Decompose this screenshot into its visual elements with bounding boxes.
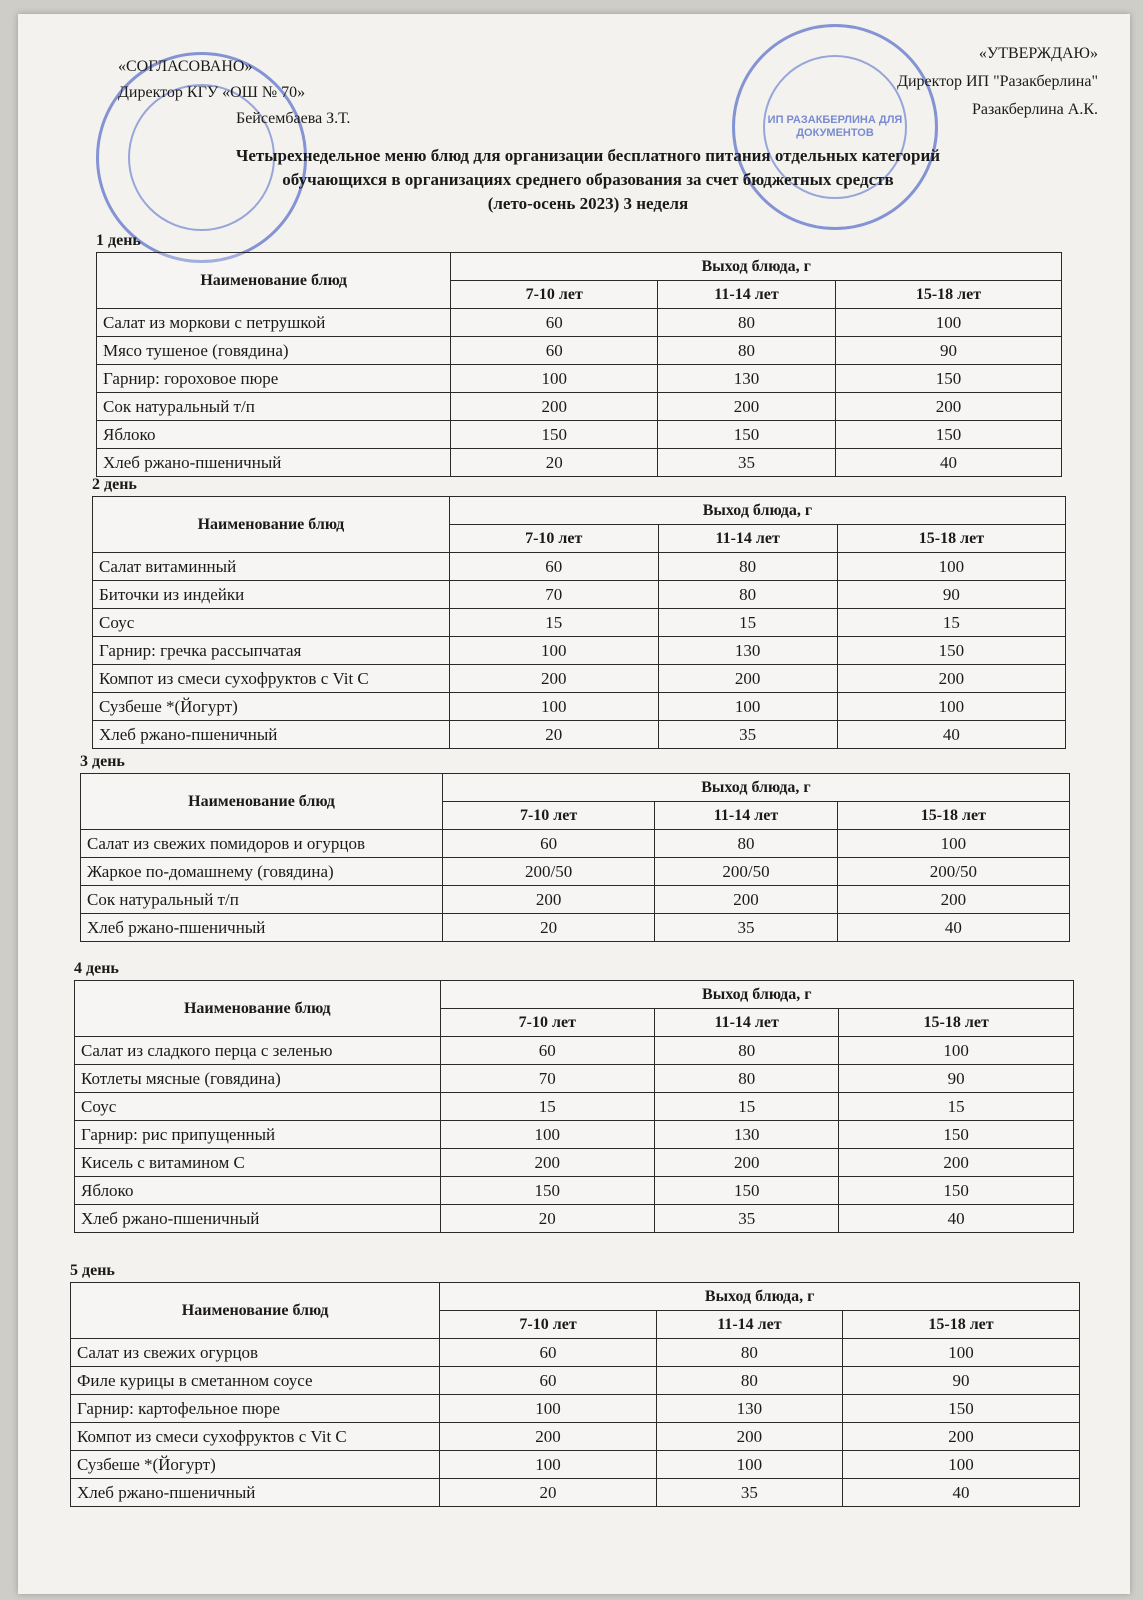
portion-cell: 80 (655, 1065, 839, 1093)
header-dish-name: Наименование блюд (75, 981, 441, 1037)
portion-cell: 200 (449, 665, 658, 693)
portion-cell: 200 (839, 1149, 1074, 1177)
portion-cell: 15 (440, 1093, 655, 1121)
table-row (93, 637, 1066, 665)
table-row (97, 309, 1062, 337)
table-row (81, 830, 1070, 858)
dish-name-cell: Салат из сладкого перца с зеленью (75, 1037, 441, 1065)
menu-table (74, 980, 1074, 1233)
portion-cell: 200 (655, 1149, 839, 1177)
header-age2: 11-14 лет (655, 802, 837, 830)
portion-cell: 100 (449, 637, 658, 665)
table-row (81, 858, 1070, 886)
dish-name-cell: Хлеб ржано-пшеничный (71, 1479, 440, 1507)
portion-cell: 200 (837, 665, 1065, 693)
portion-cell: 90 (842, 1367, 1079, 1395)
portion-cell: 70 (440, 1065, 655, 1093)
header-dish-name: Наименование блюд (97, 253, 451, 309)
portion-cell: 150 (655, 1177, 839, 1205)
portion-cell: 60 (449, 553, 658, 581)
portion-cell: 80 (656, 1367, 842, 1395)
document-page (18, 14, 1130, 1594)
document-title (118, 144, 1058, 216)
header-output: Выход блюда, г (442, 774, 1069, 802)
portion-cell: 150 (440, 1177, 655, 1205)
portion-cell: 100 (440, 1451, 657, 1479)
portion-cell: 200 (451, 393, 658, 421)
portion-cell: 20 (440, 1479, 657, 1507)
table-row (97, 365, 1062, 393)
portion-cell: 40 (842, 1479, 1079, 1507)
table-row (93, 553, 1066, 581)
portion-cell: 200 (842, 1423, 1079, 1451)
portion-cell: 150 (835, 365, 1061, 393)
portion-cell: 15 (449, 609, 658, 637)
table-row (75, 1065, 1074, 1093)
portion-cell: 80 (658, 337, 836, 365)
menu-table (96, 252, 1062, 477)
portion-cell: 15 (658, 609, 837, 637)
portion-cell: 130 (658, 637, 837, 665)
header-dish-name: Наименование блюд (71, 1283, 440, 1339)
portion-cell: 20 (440, 1205, 655, 1233)
table-row (93, 693, 1066, 721)
title-line-3: (лето-осень 2023) 3 неделя (487, 194, 689, 213)
portion-cell: 80 (658, 309, 836, 337)
header-output: Выход блюда, г (451, 253, 1062, 281)
portion-cell: 200 (440, 1149, 655, 1177)
portion-cell: 80 (656, 1339, 842, 1367)
dish-name-cell: Биточки из индейки (93, 581, 450, 609)
dish-name-cell: Хлеб ржано-пшеничный (97, 449, 451, 477)
portion-cell: 200 (655, 886, 837, 914)
table-row (97, 421, 1062, 449)
header-dish-name: Наименование блюд (81, 774, 443, 830)
approval-right-signatory: Разакберлина А.К. (971, 101, 1098, 118)
portion-cell: 150 (842, 1395, 1079, 1423)
dish-name-cell: Филе курицы в сметанном соусе (71, 1367, 440, 1395)
dish-name-cell: Гарнир: гороховое пюре (97, 365, 451, 393)
dish-name-cell: Гарнир: картофельное пюре (71, 1395, 440, 1423)
portion-cell: 60 (442, 830, 654, 858)
portion-cell: 90 (835, 337, 1061, 365)
dish-name-cell: Соус (93, 609, 450, 637)
menu-table (80, 773, 1070, 942)
dish-name-cell: Компот из смеси сухофруктов с Vit C (93, 665, 450, 693)
portion-cell: 200 (658, 393, 836, 421)
header-age1: 7-10 лет (440, 1311, 657, 1339)
table-row (71, 1395, 1080, 1423)
table-row (75, 1205, 1074, 1233)
portion-cell: 20 (442, 914, 654, 942)
portion-cell: 90 (839, 1065, 1074, 1093)
portion-cell: 150 (451, 421, 658, 449)
day-label: 4 день (74, 960, 119, 977)
portion-cell: 100 (837, 693, 1065, 721)
dish-name-cell: Салат из моркови с петрушкой (97, 309, 451, 337)
portion-cell: 35 (656, 1479, 842, 1507)
dish-name-cell: Салат из свежих помидоров и огурцов (81, 830, 443, 858)
portion-cell: 60 (451, 309, 658, 337)
portion-cell: 200/50 (655, 858, 837, 886)
dish-name-cell: Жаркое по-домашнему (говядина) (81, 858, 443, 886)
portion-cell: 100 (835, 309, 1061, 337)
portion-cell: 150 (839, 1121, 1074, 1149)
approval-block-left (118, 54, 350, 132)
approval-left-heading: «СОГЛАСОВАНО» (118, 58, 253, 75)
portion-cell: 15 (837, 609, 1065, 637)
dish-name-cell: Яблоко (97, 421, 451, 449)
portion-cell: 130 (655, 1121, 839, 1149)
portion-cell: 40 (837, 721, 1065, 749)
dish-name-cell: Гарнир: гречка рассыпчатая (93, 637, 450, 665)
header-age3: 15-18 лет (842, 1311, 1079, 1339)
menu-table (92, 496, 1066, 749)
portion-cell: 100 (842, 1339, 1079, 1367)
table-row (93, 721, 1066, 749)
header-age1: 7-10 лет (442, 802, 654, 830)
dish-name-cell: Гарнир: рис припущенный (75, 1121, 441, 1149)
portion-cell: 100 (440, 1121, 655, 1149)
portion-cell: 15 (839, 1093, 1074, 1121)
table-row (71, 1367, 1080, 1395)
portion-cell: 200 (835, 393, 1061, 421)
portion-cell: 20 (449, 721, 658, 749)
approval-block-right (778, 40, 1098, 124)
table-row (71, 1451, 1080, 1479)
portion-cell: 200 (658, 665, 837, 693)
portion-cell: 150 (658, 421, 836, 449)
portion-cell: 200 (440, 1423, 657, 1451)
header-age3: 15-18 лет (839, 1009, 1074, 1037)
header-output: Выход блюда, г (449, 497, 1065, 525)
header-age3: 15-18 лет (837, 802, 1069, 830)
portion-cell: 90 (837, 581, 1065, 609)
dish-name-cell: Хлеб ржано-пшеничный (75, 1205, 441, 1233)
dish-name-cell: Сузбеше *(Йогурт) (71, 1451, 440, 1479)
portion-cell: 130 (658, 365, 836, 393)
table-row (93, 581, 1066, 609)
portion-cell: 35 (655, 914, 837, 942)
portion-cell: 80 (655, 830, 837, 858)
dish-name-cell: Яблоко (75, 1177, 441, 1205)
header-age2: 11-14 лет (655, 1009, 839, 1037)
seal-text: ИП РАЗАКБЕРЛИНА ДЛЯ ДОКУМЕНТОВ (763, 55, 907, 199)
table-row (81, 914, 1070, 942)
portion-cell: 80 (658, 553, 837, 581)
portion-cell: 100 (451, 365, 658, 393)
portion-cell: 80 (655, 1037, 839, 1065)
header-age1: 7-10 лет (451, 281, 658, 309)
dish-name-cell: Хлеб ржано-пшеничный (81, 914, 443, 942)
table-row (71, 1423, 1080, 1451)
table-row (75, 1121, 1074, 1149)
dish-name-cell: Мясо тушеное (говядина) (97, 337, 451, 365)
dish-name-cell: Салат из свежих огурцов (71, 1339, 440, 1367)
dish-name-cell: Хлеб ржано-пшеничный (93, 721, 450, 749)
portion-cell: 60 (440, 1037, 655, 1065)
approval-left-signatory: Бейсембаева З.Т. (236, 110, 351, 127)
table-row (97, 393, 1062, 421)
table-row (97, 449, 1062, 477)
portion-cell: 200/50 (837, 858, 1069, 886)
dish-name-cell: Сок натуральный т/п (81, 886, 443, 914)
title-line-2: обучающихся в организациях среднего образования за счет бюджетных средств (282, 170, 894, 189)
portion-cell: 100 (839, 1037, 1074, 1065)
header-age2: 11-14 лет (656, 1311, 842, 1339)
portion-cell: 40 (835, 449, 1061, 477)
dish-name-cell: Сузбеше *(Йогурт) (93, 693, 450, 721)
dish-name-cell: Сок натуральный т/п (97, 393, 451, 421)
table-row (71, 1479, 1080, 1507)
table-row (75, 1149, 1074, 1177)
portion-cell: 100 (837, 553, 1065, 581)
dish-name-cell: Соус (75, 1093, 441, 1121)
dish-name-cell: Котлеты мясные (говядина) (75, 1065, 441, 1093)
menu-table (70, 1282, 1080, 1507)
portion-cell: 20 (451, 449, 658, 477)
day-label: 1 день (96, 232, 141, 249)
header-dish-name: Наименование блюд (93, 497, 450, 553)
portion-cell: 35 (658, 721, 837, 749)
portion-cell: 100 (656, 1451, 842, 1479)
header-age1: 7-10 лет (440, 1009, 655, 1037)
approval-left-position: Директор КГУ «ОШ № 70» (118, 84, 306, 101)
table-row (97, 337, 1062, 365)
approval-right-position: Директор ИП "Разакберлина" (897, 73, 1098, 90)
portion-cell: 40 (837, 914, 1069, 942)
portion-cell: 100 (449, 693, 658, 721)
portion-cell: 150 (837, 637, 1065, 665)
table-row (75, 1177, 1074, 1205)
portion-cell: 35 (658, 449, 836, 477)
header-age2: 11-14 лет (658, 281, 836, 309)
header-output: Выход блюда, г (440, 981, 1073, 1009)
day-label: 2 день (92, 476, 137, 493)
approval-right-heading: «УТВЕРЖДАЮ» (978, 45, 1098, 62)
header-age3: 15-18 лет (835, 281, 1061, 309)
dish-name-cell: Кисель с витамином С (75, 1149, 441, 1177)
header-age1: 7-10 лет (449, 525, 658, 553)
dish-name-cell: Салат витаминный (93, 553, 450, 581)
portion-cell: 130 (656, 1395, 842, 1423)
portion-cell: 200 (442, 886, 654, 914)
portion-cell: 200 (837, 886, 1069, 914)
portion-cell: 200/50 (442, 858, 654, 886)
day-label: 3 день (80, 753, 125, 770)
dish-name-cell: Компот из смеси сухофруктов с Vit C (71, 1423, 440, 1451)
portion-cell: 150 (839, 1177, 1074, 1205)
title-line-1: Четырехнедельное меню блюд для организации бесплатного питания отдельных категорий (235, 146, 941, 165)
portion-cell: 35 (655, 1205, 839, 1233)
header-age3: 15-18 лет (837, 525, 1065, 553)
header-output: Выход блюда, г (440, 1283, 1080, 1311)
portion-cell: 60 (440, 1367, 657, 1395)
portion-cell: 200 (656, 1423, 842, 1451)
table-row (93, 665, 1066, 693)
portion-cell: 60 (451, 337, 658, 365)
portion-cell: 100 (440, 1395, 657, 1423)
portion-cell: 100 (658, 693, 837, 721)
table-row (81, 886, 1070, 914)
portion-cell: 80 (658, 581, 837, 609)
table-row (75, 1093, 1074, 1121)
portion-cell: 150 (835, 421, 1061, 449)
table-row (71, 1339, 1080, 1367)
portion-cell: 15 (655, 1093, 839, 1121)
header-age2: 11-14 лет (658, 525, 837, 553)
portion-cell: 40 (839, 1205, 1074, 1233)
portion-cell: 100 (837, 830, 1069, 858)
portion-cell: 60 (440, 1339, 657, 1367)
table-row (75, 1037, 1074, 1065)
table-row (93, 609, 1066, 637)
day-label: 5 день (70, 1262, 115, 1279)
portion-cell: 70 (449, 581, 658, 609)
portion-cell: 100 (842, 1451, 1079, 1479)
